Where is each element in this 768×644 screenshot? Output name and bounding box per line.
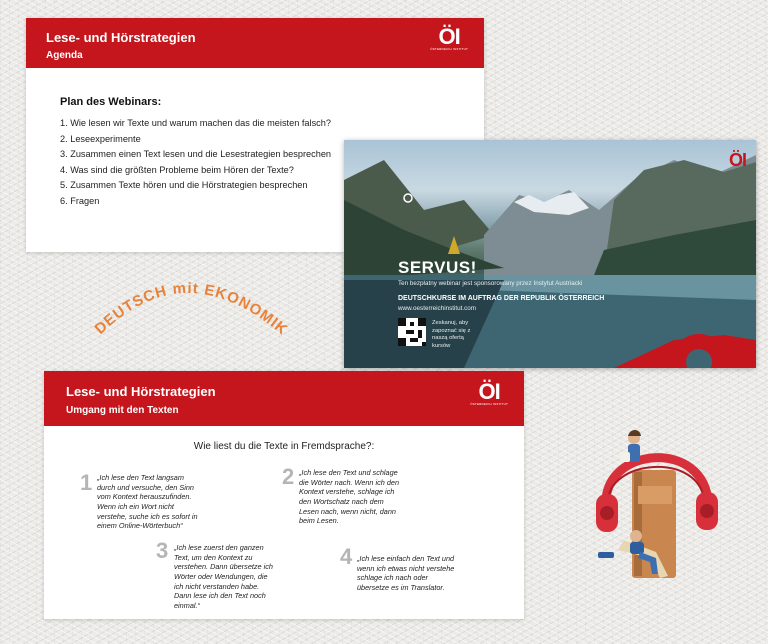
answer-line: beim Lesen. xyxy=(299,516,339,526)
agenda-list xyxy=(60,118,331,212)
answer-text xyxy=(174,543,273,610)
answer-line: verstehen. Dann übersetze ich xyxy=(174,562,273,572)
agenda-item: 5. Zusammen Texte hören und die Hörstrategien besprechen xyxy=(60,180,308,191)
scan-text: Zeskanuj, aby zapoznać się z naszą ofertą kursów xyxy=(432,320,471,349)
answer-text xyxy=(97,473,198,531)
slide-header xyxy=(26,18,484,68)
answer-line: „Ich lese zuerst den ganzen xyxy=(174,543,264,552)
answer-line: „Ich lese den Text und schlage xyxy=(299,468,398,477)
answer-line: Wörter oder Wendungen, die xyxy=(174,571,268,581)
agenda-item: 3. Zusammen einen Text lesen und die Lesestrategien besprechen xyxy=(60,149,332,160)
agenda-item: 1. Wie lesen wir Texte und warum machen das die meisten falsch? xyxy=(60,118,331,128)
answer-line: Kontext verstehe, schlage ich xyxy=(299,487,395,497)
oi-logo-photo: ÖI xyxy=(728,150,746,170)
answer-line: die Wörter nach. Wenn ich den xyxy=(299,477,400,487)
slide-subtitle: Agenda xyxy=(46,50,83,61)
oi-logo-sub: ÖSTERREICH INSTITUT xyxy=(430,47,468,51)
headphones-illustration-icon xyxy=(594,428,720,584)
answer-line: den Wortschatz nach dem xyxy=(299,496,384,506)
answer-line: „Ich lese den Text langsam xyxy=(97,473,184,482)
answer-line: durch und versuche, den Sinn xyxy=(97,482,194,492)
slide-title: Lese- und Hörstrategien xyxy=(46,30,196,45)
answer-line: wenn ich etwas nicht verstehe xyxy=(357,563,455,573)
courses-text: DEUTSCHKURSE IM AUFTRAG DER REPUBLIK ÖSTERREICH xyxy=(398,295,605,302)
texts-slide xyxy=(44,371,524,619)
answer-line: „Ich lese einfach den Text und xyxy=(357,554,455,563)
answer-line: vom Kontext herauszufinden. xyxy=(97,492,192,502)
answer-line: ich nicht verstanden habe. xyxy=(174,581,260,591)
oi-logo xyxy=(430,26,468,51)
agenda-item: 6. Fragen xyxy=(60,195,100,206)
promo-slide xyxy=(344,140,756,368)
answer-line: Text, um den Kontext zu xyxy=(174,552,253,562)
question: Wie liest du die Texte in Fremdsprache?: xyxy=(193,441,375,452)
slide-subtitle: Umgang mit den Texten xyxy=(66,405,179,416)
item-number: 2 xyxy=(282,464,295,489)
answer-line: Wenn ich ein Wort nicht xyxy=(97,501,174,511)
answer-line: schlage ich nach oder xyxy=(357,573,428,583)
answer-line: Lesen nach, wenn nicht, dann xyxy=(299,506,396,516)
oi-logo xyxy=(470,381,508,406)
website-url: www.oesterreichinstitut.com xyxy=(398,305,477,312)
oi-logo-mark: ÖI xyxy=(478,379,500,404)
answer-line: Dann lese ich den Text noch xyxy=(174,591,266,601)
answer-line: verstehe, suche ich es sofort in xyxy=(97,511,198,521)
item-number: 3 xyxy=(156,538,169,563)
item-number: 1 xyxy=(80,470,93,495)
agenda-item: 4. Was sind die größten Probleme beim Hören der Texte? xyxy=(60,164,294,175)
answer-line: einem Online-Wörterbuch“ xyxy=(97,521,183,531)
arc-title xyxy=(74,252,334,362)
sponsor-text: Ten bezpłatny webinar jest sponsorowany przez Instytut Austriacki xyxy=(398,280,583,287)
qr-code xyxy=(398,318,426,346)
servus-headline: SERVUS! xyxy=(398,258,477,277)
answer-text xyxy=(357,554,454,593)
answer-line: übersetze es im Translator. xyxy=(357,582,445,592)
slide-header xyxy=(44,371,524,426)
arc-title-text: DEUTSCH mit EKONOMIK xyxy=(91,279,292,339)
answer-text xyxy=(299,468,399,526)
agenda-item: 2. Leseexperimente xyxy=(60,133,141,144)
slide-title: Lese- und Hörstrategien xyxy=(66,384,216,399)
plan-heading: Plan des Webinars: xyxy=(60,96,162,108)
oi-logo-sub: ÖSTERREICH INSTITUT xyxy=(470,402,508,406)
answer-line: einmal.“ xyxy=(174,600,200,610)
item-number: 4 xyxy=(340,544,353,569)
oi-logo-mark: ÖI xyxy=(438,24,460,49)
